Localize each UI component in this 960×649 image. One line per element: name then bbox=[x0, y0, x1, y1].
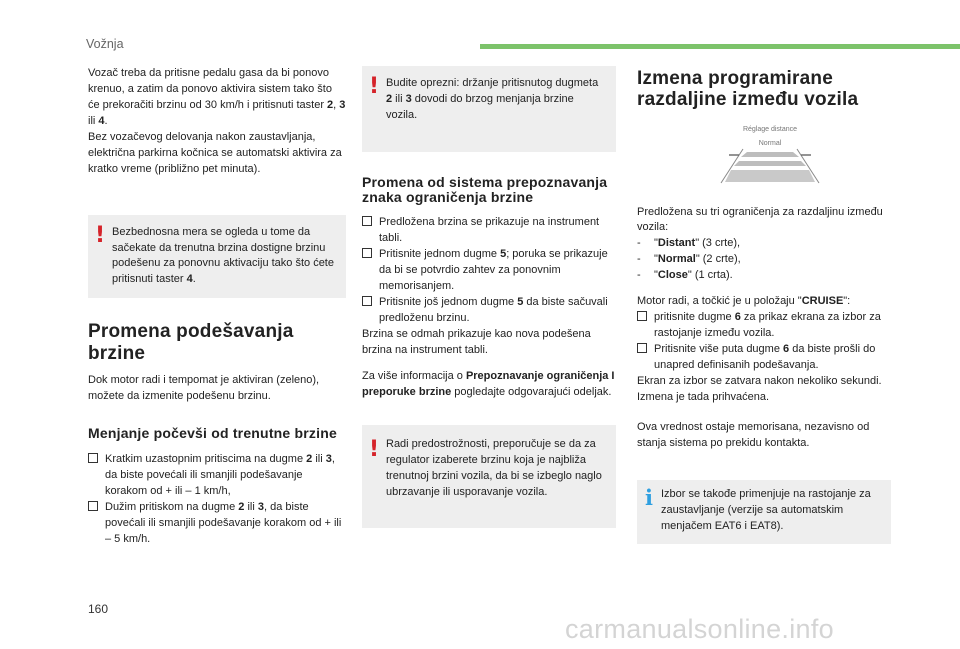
heading-sign-recognition: Promena od sistema prepoznavanja znaka ograničenja brzine bbox=[362, 173, 608, 206]
checkbox-bullet-icon bbox=[362, 248, 372, 258]
list-item: Predložena brzina se prikazuje na instrument tabli. bbox=[362, 215, 616, 247]
speed-change-paragraph: Dok motor radi i tempomat je aktiviran (zeleno), možete da izmenite podešenu brzinu. bbox=[88, 373, 320, 402]
distance-bar-2 bbox=[734, 161, 806, 166]
cruise-paragraph: Motor radi, a točkić je u položaju "CRUISE": bbox=[637, 295, 851, 308]
info-box: i Izbor se takođe primenjuje na rastojanje za zaustavljanje (verzije sa automatskim menjačem EAT6 i EAT8). bbox=[637, 480, 891, 545]
heading-speed-change: Promena podešavanja brzine bbox=[88, 321, 294, 364]
column-1 bbox=[88, 66, 346, 548]
list-item: pritisnite dugme 6 za prikaz ekrana za izbor za rastojanje između vozila. bbox=[637, 310, 891, 342]
car-silhouette bbox=[725, 170, 815, 182]
change-accepted-paragraph: Izmena je tada prihvaćena. bbox=[637, 390, 770, 403]
list-item: Dužim pritiskom na dugme 2 ili 3, da biste povećali ili smanjili podešavanje korakom od + ili – 5 km/h. bbox=[88, 500, 346, 548]
list-item: Pritisnite više puta dugme 6 da biste prošli do unapred definisanih podešavanja. bbox=[637, 342, 891, 374]
distance-bar-1 bbox=[741, 152, 799, 157]
checkbox-bullet-icon bbox=[88, 501, 98, 511]
warning-box-rapid-change: ! Budite oprezni: držanje pritisnutog dugmeta 2 ili 3 dovodi do brzog menjanja brzine vozila. bbox=[362, 66, 616, 152]
checkbox-bullet-icon bbox=[362, 216, 372, 226]
list-item: - "Normal" (2 crte), bbox=[637, 253, 741, 266]
screen-title: Réglage distance bbox=[742, 125, 798, 133]
checkbox-bullet-icon bbox=[88, 453, 98, 463]
intro-paragraph: Vozač treba da pritisne pedalu gasa da bi ponovo krenuo, a zatim da ponovo aktivira sistem tako što će prekoračiti brzinu od 30 km/h i pritisnuti taster 2, 3 ili 4. bbox=[88, 67, 346, 127]
list-item: Pritisnite još jednom dugme 5 da biste sačuvali predloženu brzinu. bbox=[362, 295, 616, 327]
warning-box-safety: ! Bezbednosna mera se ogleda u tome da sačekate da trenutna brzina dostigne brzinu podešenu za ponovnu aktivaciju tako što ćete pritisnuti taster 4. bbox=[88, 215, 346, 299]
memorized-paragraph: Ova vrednost ostaje memorisana, nezavisno od stanja sistema po prekidu kontakta. bbox=[637, 420, 870, 449]
list-item: - "Close" (1 crta). bbox=[637, 269, 733, 282]
info-icon: i bbox=[645, 484, 653, 510]
column-2 bbox=[362, 66, 616, 528]
watermark: carmanualsonline.info bbox=[565, 614, 834, 644]
more-info-paragraph: Za više informacija o Prepoznavanje ograničenja I preporuke brzine pogledajte odgovarajući odeljak. bbox=[362, 369, 615, 398]
distance-setting-screen-illustration bbox=[715, 121, 825, 191]
warning-icon: ! bbox=[369, 74, 380, 99]
list-item: Kratkim uzastopnim pritiscima na dugme 2 ili 3, da biste povećali ili smanjili podešavanje korakom od + ili – 1 km/h, bbox=[88, 452, 346, 500]
checkbox-bullet-icon bbox=[637, 343, 647, 353]
section-header-bar bbox=[480, 44, 960, 49]
section-label: Vožnja bbox=[86, 37, 124, 51]
heading-distance-setting: Izmena programirane razdaljine između vozila bbox=[637, 68, 859, 111]
page-number: 160 bbox=[88, 602, 109, 616]
parking-brake-paragraph: Bez vozačevog delovanja nakon zaustavljanja, električna parkirna kočnica se automatski aktivira za kratko vreme (približno pet minuta). bbox=[88, 130, 342, 175]
warning-icon: ! bbox=[369, 437, 380, 463]
selection-close-paragraph: Ekran za izbor se zatvara nakon nekoliko sekundi. bbox=[637, 374, 882, 387]
checkbox-bullet-icon bbox=[362, 296, 372, 306]
subheading-current-speed: Menjanje počevši od trenutne brzine bbox=[88, 424, 337, 441]
checkbox-bullet-icon bbox=[637, 311, 647, 321]
speed-displayed-paragraph: Brzina se odmah prikazuje kao nova podešena brzina na instrument tabli. bbox=[362, 327, 591, 356]
warning-icon: ! bbox=[95, 222, 106, 248]
list-item: Pritisnite jednom dugme 5; poruka se prikazuje da bi se potvrdio zahtev za ponovnim memorisanjem. bbox=[362, 247, 616, 295]
column-3 bbox=[637, 66, 891, 544]
warning-box-precaution: ! Radi predostrožnosti, preporučuje se da za regulator izaberete brzinu koja je najbliža trenutnoj brzini vozila, da bi se izbeglo naglo ubrzavanje ili usporavanje vozila. bbox=[362, 425, 616, 528]
distance-intro-paragraph: Predložena su tri ograničenja za razdaljinu između vozila: bbox=[637, 205, 883, 234]
screen-value: Normal bbox=[758, 139, 782, 147]
list-item: - "Distant" (3 crte), bbox=[637, 237, 741, 250]
